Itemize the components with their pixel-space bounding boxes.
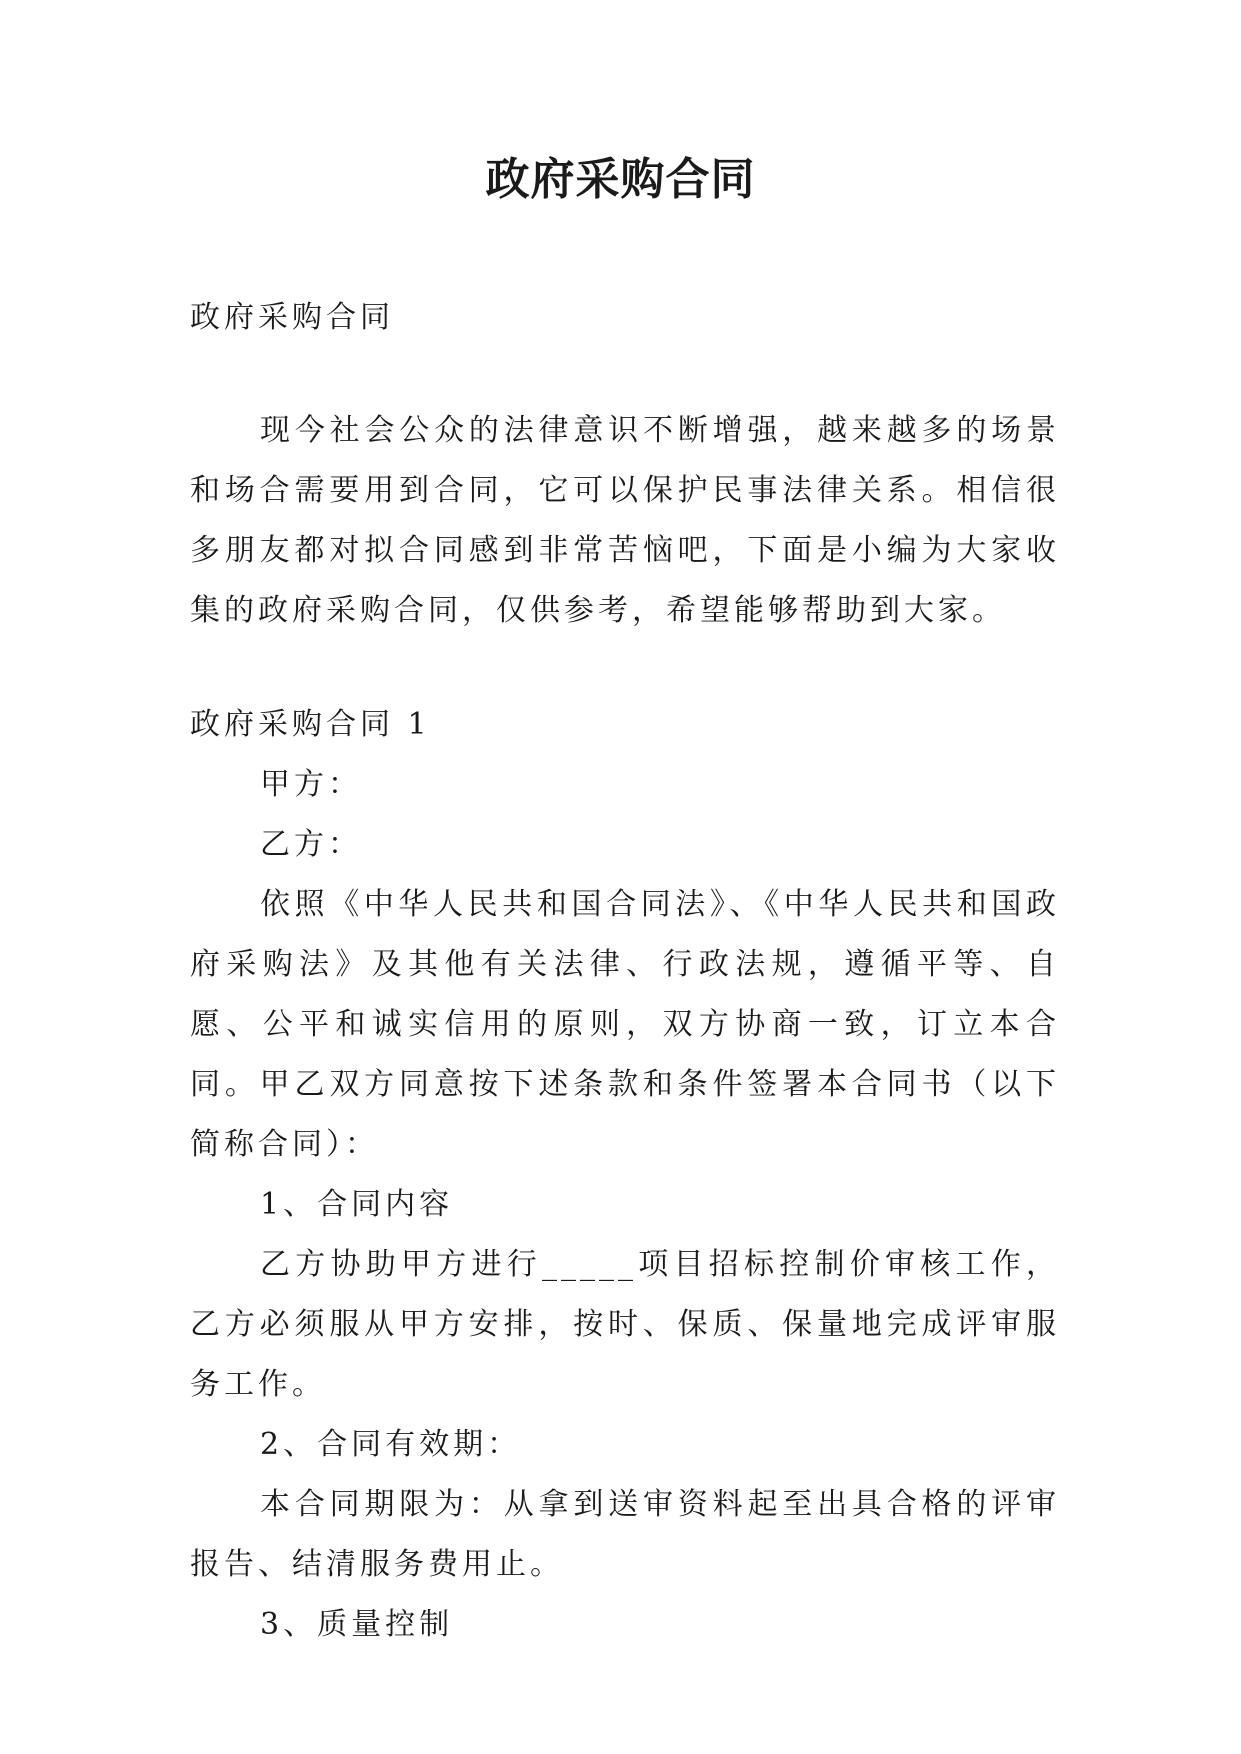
clause-1-title: 1、合同内容: [260, 1187, 454, 1222]
clause-1-text: 乙方协助甲方进行_____项目招标控制价审核工作，乙方必须服从甲方安排，按时、保质、保量地完成评审服务工作。: [190, 1247, 1060, 1402]
document-subtitle: [190, 288, 1060, 348]
clause-2-title: 2、合同有效期：: [260, 1427, 522, 1462]
legal-basis-paragraph: 依照《中华人民共和国合同法》、《中华人民共和国政府采购法》及其他有关法律、行政法规，遵循平等、自愿、公平和诚实信用的原则，双方协商一致，订立本合同。甲乙双方同意按下述条款和条件签署本合同书（以下简称合同）：: [190, 887, 1060, 1162]
intro-text: 现今社会公众的法律意识不断增强，越来越多的场景和场合需要用到合同，它可以保护民事法律关系。相信很多朋友都对拟合同感到非常苦恼吧，下面是小编为大家收集的政府采购合同，仅供参考，希望能够帮助到大家。: [190, 413, 1060, 628]
clause-2-text: 本合同期限为：从拿到送审资料起至出具合格的评审报告、结清服务费用止。: [190, 1487, 1060, 1582]
party-a-line: 甲方：: [260, 767, 362, 802]
document-title: 政府采购合同: [485, 154, 756, 205]
party-b-line: 乙方：: [260, 827, 362, 862]
contract-section-1: [190, 695, 1060, 1655]
intro-paragraph: [190, 401, 1060, 641]
clause-3-title: 3、质量控制: [260, 1607, 454, 1642]
subtitle-text: 政府采购合同: [190, 300, 394, 335]
section-title: 政府采购合同 1: [190, 707, 431, 742]
